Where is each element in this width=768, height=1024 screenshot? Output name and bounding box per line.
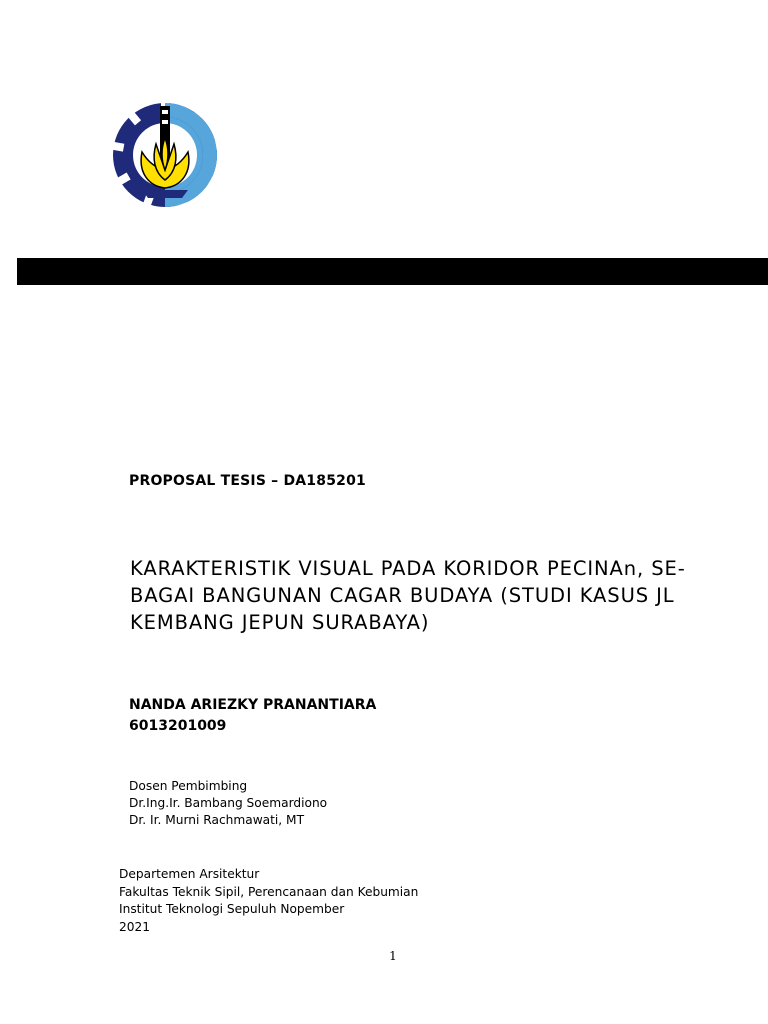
author-name: NANDA ARIEZKY PRANANTIARA [129,697,377,713]
institution-block [119,866,418,936]
supervisor-heading: Dosen Pembimbing [129,779,248,793]
department-name: Departemen Arsitektur [119,867,260,881]
university-name: Institut Teknologi Sepuluh Nopember [119,902,345,916]
faculty-name: Fakultas Teknik Sipil, Perencanaan dan Kebumian [119,884,419,899]
its-emblem-icon [108,100,222,210]
thesis-title-line: KARAKTERISTIK VISUAL PADA KORIDOR PECINAn, SE- [130,557,686,580]
supervisor-name: Dr.Ing.Ir. Bambang Soemardiono [129,796,328,810]
supervisor-name: Dr. Ir. Murni Rachmawati, MT [129,813,305,827]
thesis-title [130,555,690,636]
supervisor-block [129,778,327,829]
document-type-label: PROPOSAL TESIS – DA185201 [129,473,366,489]
thesis-title-line: BAGAI BANGUNAN CAGAR BUDAYA (STUDI KASUS JL [130,584,675,607]
page-number: 1 [389,949,397,963]
author-block [129,695,376,737]
year: 2021 [119,919,151,934]
header-black-bar [17,258,768,285]
author-id: 6013201009 [129,718,227,734]
thesis-title-line: KEMBANG JEPUN SURABAYA) [130,611,430,634]
